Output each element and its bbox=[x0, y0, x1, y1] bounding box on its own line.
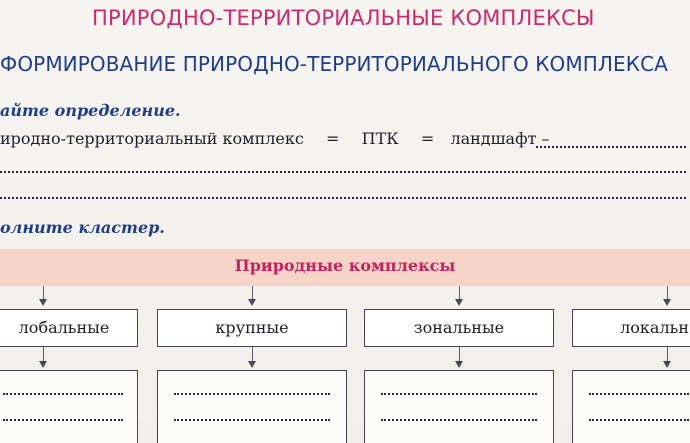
cluster-root-label: Природные комплексы bbox=[234, 256, 456, 275]
answer-line-2[interactable] bbox=[0, 171, 686, 173]
answer-dotted-line[interactable] bbox=[174, 419, 330, 421]
task-2-label: олните кластер. bbox=[0, 218, 165, 237]
category-box-large: крупные bbox=[157, 309, 347, 347]
answer-dotted-line[interactable] bbox=[381, 393, 537, 395]
section-heading: ФОРМИРОВАНИЕ ПРИРОДНО-ТЕРРИТОРИАЛЬНОГО КОМПЛЕКСА bbox=[0, 52, 668, 76]
answer-dotted-line[interactable] bbox=[381, 419, 537, 421]
arrow-down-icon bbox=[248, 299, 256, 306]
definition-term: иродно-территориальный комплекс bbox=[0, 129, 304, 148]
page-title: ПРИРОДНО-ТЕРРИТОРИАЛЬНЫЕ КОМПЛЕКСЫ bbox=[92, 6, 595, 30]
arrow-down-icon bbox=[39, 299, 47, 306]
answer-box-global[interactable] bbox=[0, 370, 138, 443]
answer-box-zonal[interactable] bbox=[364, 370, 554, 443]
answer-dotted-line[interactable] bbox=[174, 393, 330, 395]
answer-dotted-line[interactable] bbox=[3, 393, 123, 395]
arrow-down-icon bbox=[39, 361, 47, 368]
answer-dotted-line[interactable] bbox=[3, 419, 123, 421]
answer-line-3[interactable] bbox=[0, 197, 686, 199]
answer-box-large[interactable] bbox=[157, 370, 347, 443]
task-1-label: айте определение. bbox=[0, 101, 181, 120]
arrow-down-icon bbox=[663, 299, 671, 306]
definition-line bbox=[0, 129, 550, 148]
equals-sign-2: = bbox=[420, 129, 435, 148]
equals-sign-1: = bbox=[326, 129, 340, 148]
definition-landscape: ландшафт – bbox=[450, 129, 550, 148]
answer-line-1[interactable] bbox=[536, 146, 686, 148]
arrow-down-icon bbox=[663, 361, 671, 368]
arrow-down-icon bbox=[248, 361, 256, 368]
answer-dotted-line[interactable] bbox=[589, 393, 689, 395]
answer-dotted-line[interactable] bbox=[589, 419, 689, 421]
category-box-global: лобальные bbox=[0, 309, 138, 347]
category-box-zonal: зональные bbox=[364, 309, 554, 347]
arrow-down-icon bbox=[455, 299, 463, 306]
answer-box-local[interactable] bbox=[572, 370, 690, 443]
arrow-down-icon bbox=[455, 361, 463, 368]
abbreviation-ptk: ПТК bbox=[361, 129, 399, 148]
category-box-local: локальн bbox=[572, 309, 690, 347]
